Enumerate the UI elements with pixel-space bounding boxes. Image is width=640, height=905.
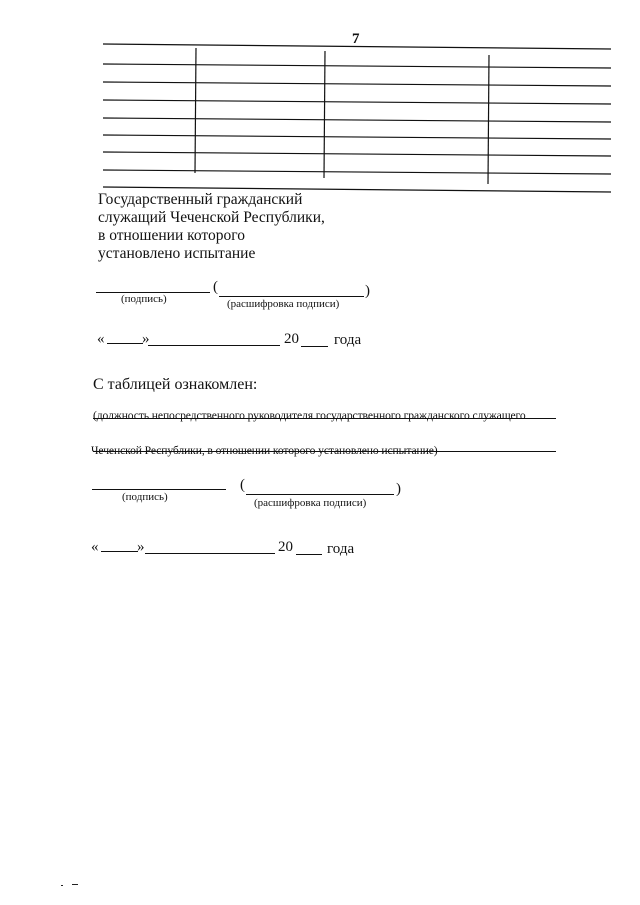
decoding-line [219,296,364,297]
date-close-quote: » [142,331,150,347]
decoding-caption: (расшифровка подписи) [254,497,367,509]
page-number: 7 [352,31,360,47]
table-rule [103,135,611,139]
year-line [296,554,322,555]
decoding-close-paren: ) [396,481,401,497]
decoding-open-paren: ( [240,477,245,493]
month-line [145,553,275,554]
year-prefix: 20 [284,331,299,347]
date-open-quote: « [91,539,99,555]
table-rule [103,64,611,68]
decoding-close-paren: ) [365,283,370,299]
signature-line [92,489,226,490]
employee-line: служащий Чеченской Республики, [98,209,325,226]
table-divider [488,55,489,184]
scan-speck [61,885,63,886]
table-divider [324,51,325,178]
table-rule [103,44,611,49]
table-rule [103,170,611,174]
table-rule [103,82,611,86]
scan-speck [72,884,78,885]
signature-caption: (подпись) [122,491,168,503]
day-line [107,343,143,344]
table-rule [103,100,611,104]
year-prefix: 20 [278,539,293,555]
position-caption-1: (должность непосредственного руководителя государственного гражданского служащего [93,409,526,422]
signature-caption: (подпись) [121,293,167,305]
results-table [103,42,613,194]
employee-line: в отношении которого [98,227,245,244]
table-rule [103,118,611,122]
year-line [301,346,328,347]
employee-block [98,191,325,263]
decoding-line [246,494,394,495]
year-suffix: года [327,541,355,557]
month-line [148,345,280,346]
table-grid [103,42,613,194]
decoding-open-paren: ( [213,279,218,295]
year-suffix: года [334,332,362,348]
table-divider [195,48,196,173]
decoding-caption: (расшифровка подписи) [227,298,340,310]
date-open-quote: « [97,331,105,347]
employee-line: установлено испытание [98,245,256,262]
day-line [101,551,138,552]
position-caption-2: Чеченской Республики, в отношении которого установлено испытание) [91,444,438,457]
acknowledgement-heading: С таблицей ознакомлен: [93,376,258,393]
date-close-quote: » [137,539,145,555]
employee-line: Государственный гражданский [98,191,303,208]
table-rule [103,152,611,156]
